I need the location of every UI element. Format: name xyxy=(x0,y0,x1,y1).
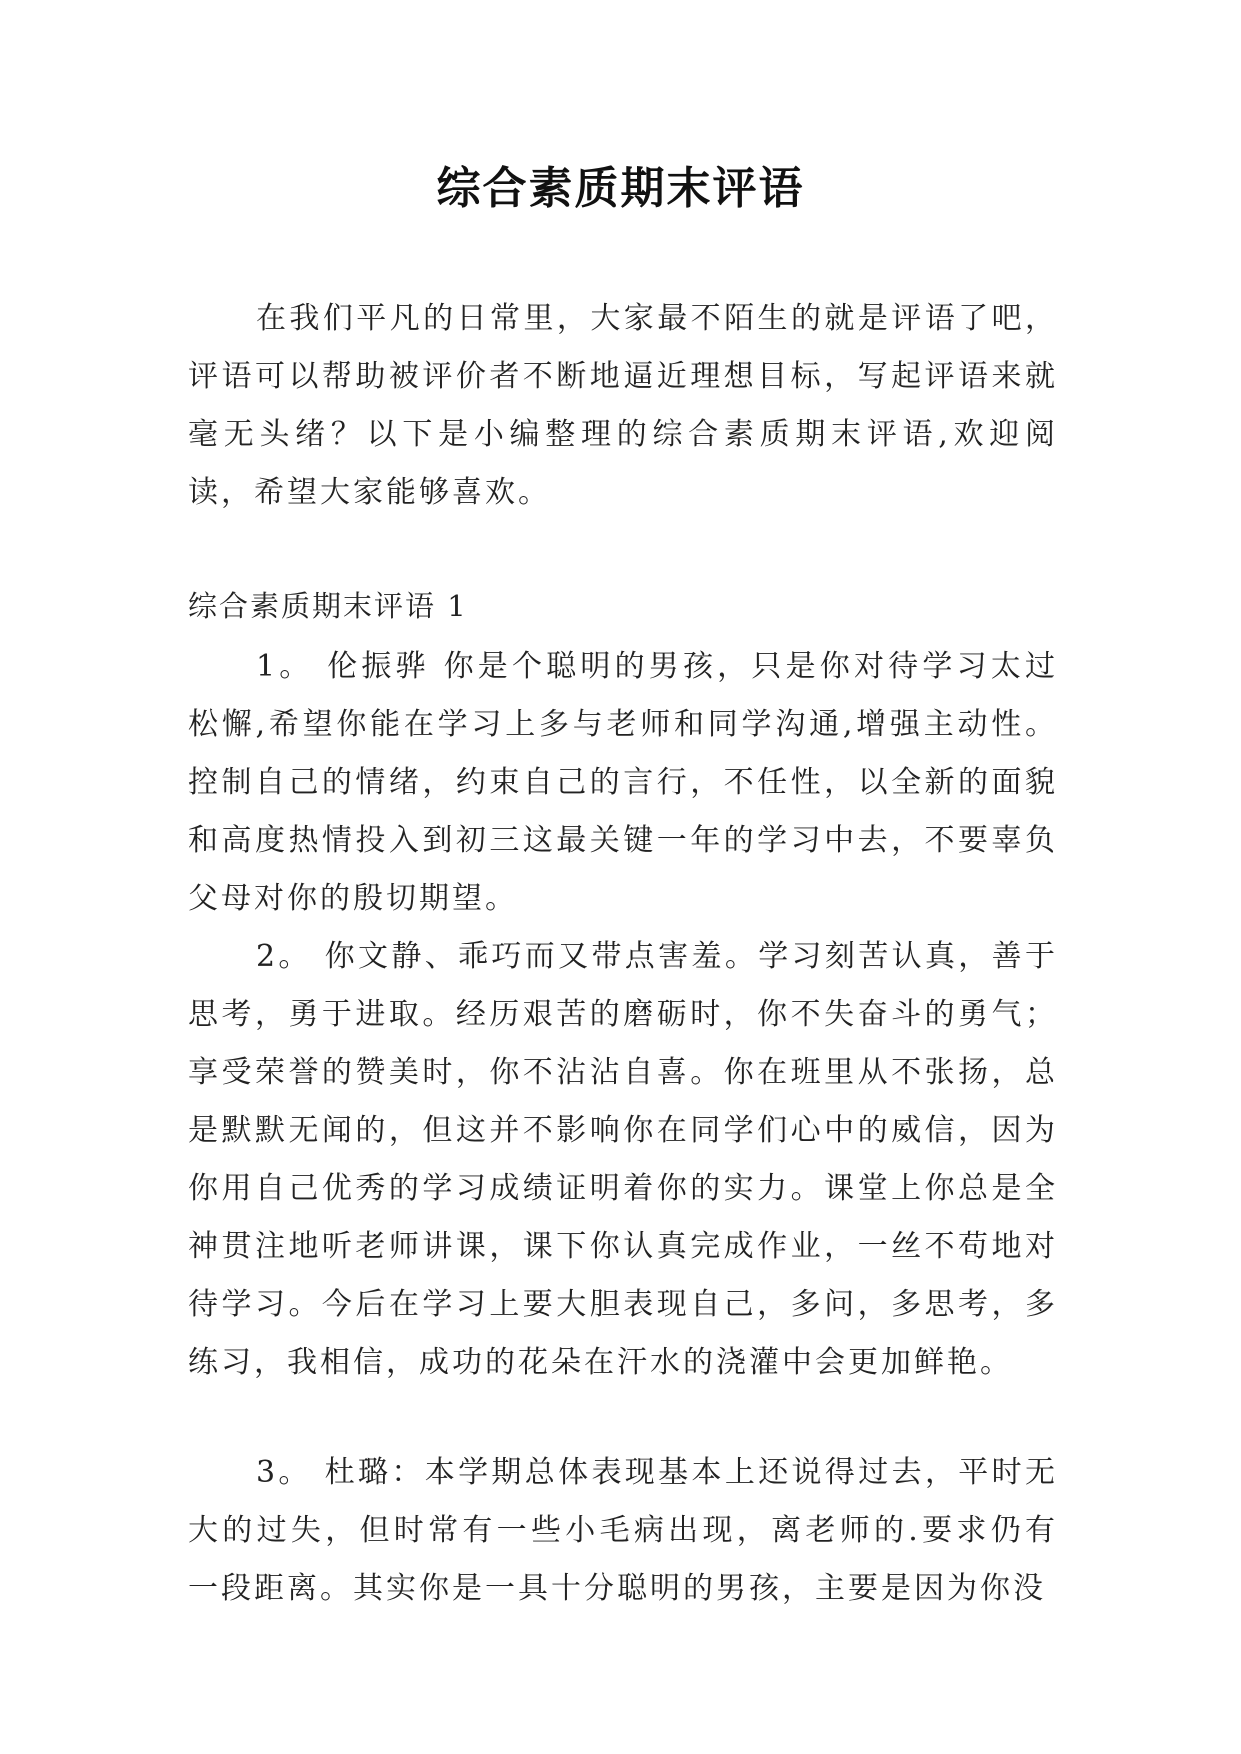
intro-paragraph: 在我们平凡的日常里，大家最不陌生的就是评语了吧，评语可以帮助被评价者不断地逼近理想目标，写起评语来就毫无头绪？以下是小编整理的综合素质期末评语,欢迎阅读，希望大家能够喜欢。 xyxy=(188,301,1058,510)
comment-paragraph: 2。 你文静、乖巧而又带点害羞。学习刻苦认真，善于思考，勇于进取。经历艰苦的磨砺时，你不失奋斗的勇气；享受荣誉的赞美时，你不沾沾自喜。你在班里从不张扬，总是默默无闻的，但这并不影响你在同学们心中的威信，因为你用自己优秀的学习成绩证明着你的实力。课堂上你总是全神贯注地听老师讲课，课下你认真完成作业，一丝不苟地对待学习。今后在学习上要大胆表现自己，多问，多思考，多练习，我相信，成功的花朵在汗水的浇灌中会更加鲜艳。 xyxy=(188,939,1058,1380)
document-title: 综合素质期末评语 xyxy=(436,163,805,214)
section-heading: 综合素质期末评语 1 xyxy=(188,589,468,623)
comment-paragraph: 1。 伦振骅 你是个聪明的男孩，只是你对待学习太过松懈,希望你能在学习上多与老师和同学沟通,增强主动性。控制自己的情绪，约束自己的言行，不任性，以全新的面貌和高度热情投入到初三这最关键一年的学习中去，不要辜负父母对你的殷切期望。 xyxy=(188,649,1058,916)
comment-paragraph: 3。 杜璐：本学期总体表现基本上还说得过去，平时无大的过失，但时常有一些小毛病出现，离老师的.要求仍有一段距离。其实你是一具十分聪明的男孩，主要是因为你没 xyxy=(188,1455,1058,1606)
